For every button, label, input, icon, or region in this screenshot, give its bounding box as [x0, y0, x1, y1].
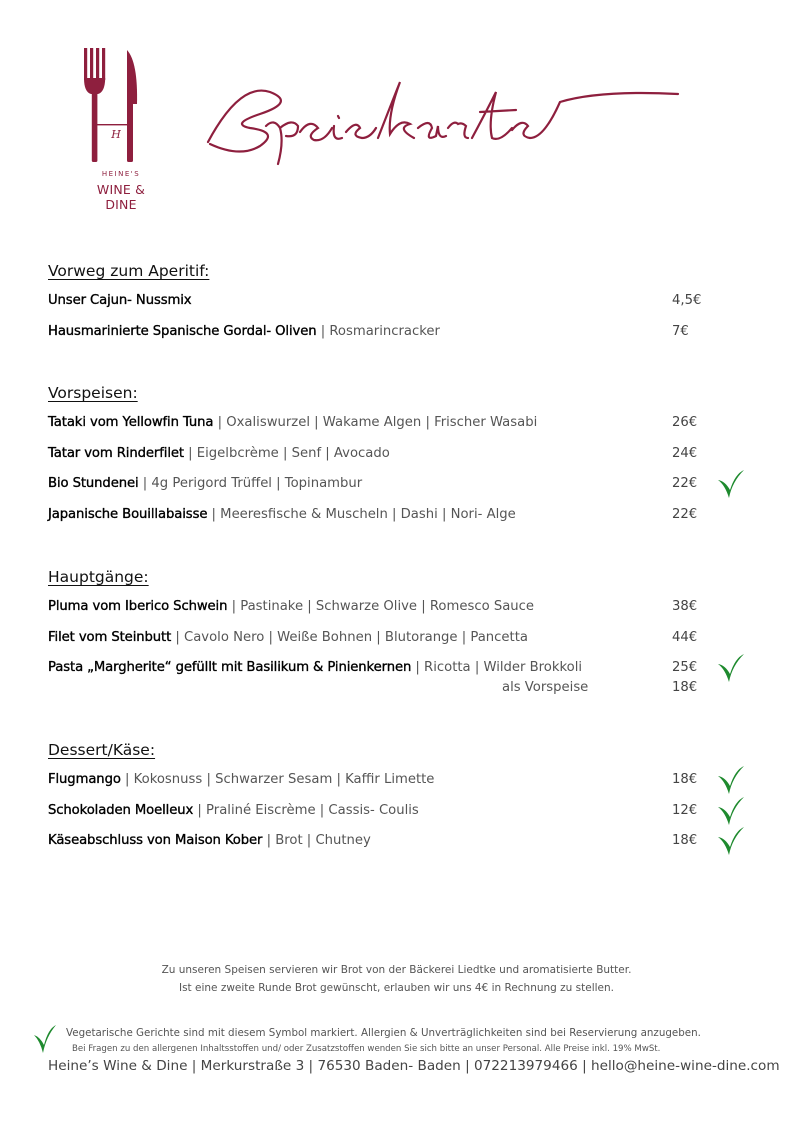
menu-section	[48, 380, 748, 522]
menu-item	[48, 291, 748, 311]
bread-note-line1: Zu unseren Speisen servieren wir Brot von der Bäckerei Liedtke und aromatisierte Butter.	[161, 964, 632, 976]
vegetarian-note: Vegetarische Gerichte sind mit diesem Symbol markiert. Allergien & Unverträglichkeiten sind bei Reservierung anzugeben.	[66, 1027, 701, 1039]
bread-note-line2: Ist eine zweite Runde Brot gewünscht, erlauben wir uns 4€ in Rechnung zu stellen.	[178, 982, 615, 994]
menu-item	[48, 770, 748, 790]
dish-description: | Brot | Chutney	[262, 833, 371, 848]
menu-item	[48, 658, 748, 695]
dish-name: Pluma vom Iberico Schwein	[48, 599, 228, 614]
title-script-graphic	[200, 62, 688, 178]
dish-price: 25€	[672, 660, 698, 675]
dish-name: Pasta „Margherite“ gefüllt mit Basilikum & Pinienkernen	[48, 660, 412, 675]
dish-price: 18€	[672, 772, 698, 787]
section-heading: Hauptgänge:	[48, 568, 149, 586]
restaurant-logo	[80, 48, 162, 212]
section-heading: Vorweg zum Aperitif:	[48, 262, 210, 280]
menu-item	[48, 597, 748, 617]
vegetarian-icon	[716, 468, 746, 500]
dish-description: | Pastinake | Schwarze Olive | Romesco Sauce	[227, 599, 535, 614]
dish-description: | Praliné Eiscrème | Cassis- Coulis	[193, 802, 419, 818]
section-heading: Dessert/Käse:	[48, 741, 156, 759]
menu-item	[48, 801, 748, 821]
dish-price: 7€	[672, 323, 689, 339]
dish-starter-price: 18€	[672, 680, 698, 695]
dish-name: Hausmarinierte Spanische Gordal- Oliven	[48, 323, 317, 339]
vegetarian-icon	[716, 764, 746, 796]
menu-item	[48, 322, 748, 342]
dish-price: 22€	[672, 506, 698, 522]
dish-name: Tataki vom Yellowfin Tuna	[48, 415, 214, 430]
dish-name: Bio Stundenei	[48, 476, 139, 491]
dish-name: Unser Cajun- Nussmix	[48, 293, 192, 308]
menu-item	[48, 474, 748, 494]
menu-item	[48, 444, 748, 464]
allergen-note: Bei Fragen zu den allergenen Inhaltsstoffen und/ oder Zusatzstoffen wenden Sie sich bitte an unser Personal. Alle Preise inkl. 19% MwSt.	[72, 1044, 661, 1054]
dish-name: Flugmango	[48, 772, 121, 787]
menu-item	[48, 505, 748, 525]
dish-name: Schokoladen Moelleux	[48, 802, 194, 818]
dish-name: Tatar vom Rinderfilet	[48, 445, 184, 461]
logo-brand-small: HEINE'S	[101, 170, 141, 178]
dish-starter-label: als Vorspeise	[502, 680, 589, 695]
dish-description: | Oxaliswurzel | Wakame Algen | Frischer Wasabi	[213, 415, 538, 430]
dish-description: | Eigelbcrème | Senf | Avocado	[183, 445, 390, 461]
dish-price: 22€	[672, 476, 698, 491]
page-title	[200, 62, 688, 178]
dish-description: | Cavolo Nero | Weiße Bohnen | Blutorange | Pancetta	[171, 629, 528, 645]
dish-price: 18€	[672, 833, 698, 848]
menu-item	[48, 413, 748, 433]
dish-name: Käseabschluss von Maison Kober	[48, 833, 263, 848]
menu-section	[48, 737, 748, 848]
vegetarian-icon	[716, 652, 746, 684]
section-heading: Vorspeisen:	[48, 384, 138, 402]
logo-monogram: H	[111, 128, 121, 141]
dish-description: | 4g Perigord Trüffel | Topinambur	[138, 476, 363, 491]
menu-item	[48, 628, 748, 648]
logo-brand: WINE & DINE	[96, 182, 146, 212]
dish-description: | Meeresfische & Muscheln | Dashi | Nori- Alge	[207, 506, 516, 522]
dish-price: 44€	[672, 629, 698, 645]
dish-price: 4,5€	[672, 293, 702, 308]
dish-name: Japanische Bouillabaisse	[48, 506, 208, 522]
dish-description: | Ricotta | Wilder Brokkoli	[411, 660, 583, 675]
vegetarian-icon	[32, 1023, 58, 1055]
dish-name: Filet vom Steinbutt	[48, 629, 172, 645]
fork-knife-icon	[80, 48, 162, 168]
menu-section	[48, 564, 748, 695]
menu-section	[48, 258, 748, 339]
menu-item	[48, 831, 748, 851]
dish-price: 26€	[672, 415, 698, 430]
dish-price: 24€	[672, 445, 698, 461]
dish-description: | Kokosnuss | Schwarzer Sesam | Kaffir Limette	[120, 772, 435, 787]
dish-description: | Rosmarincracker	[316, 323, 440, 339]
vegetarian-icon	[716, 825, 746, 857]
vegetarian-icon	[716, 795, 746, 827]
dish-price: 38€	[672, 599, 698, 614]
dish-price: 12€	[672, 802, 698, 818]
contact-line: Heine’s Wine & Dine | Merkurstraße 3 | 76530 Baden- Baden | 072213979466 | hello@heine-wine-dine.com	[48, 1058, 780, 1074]
